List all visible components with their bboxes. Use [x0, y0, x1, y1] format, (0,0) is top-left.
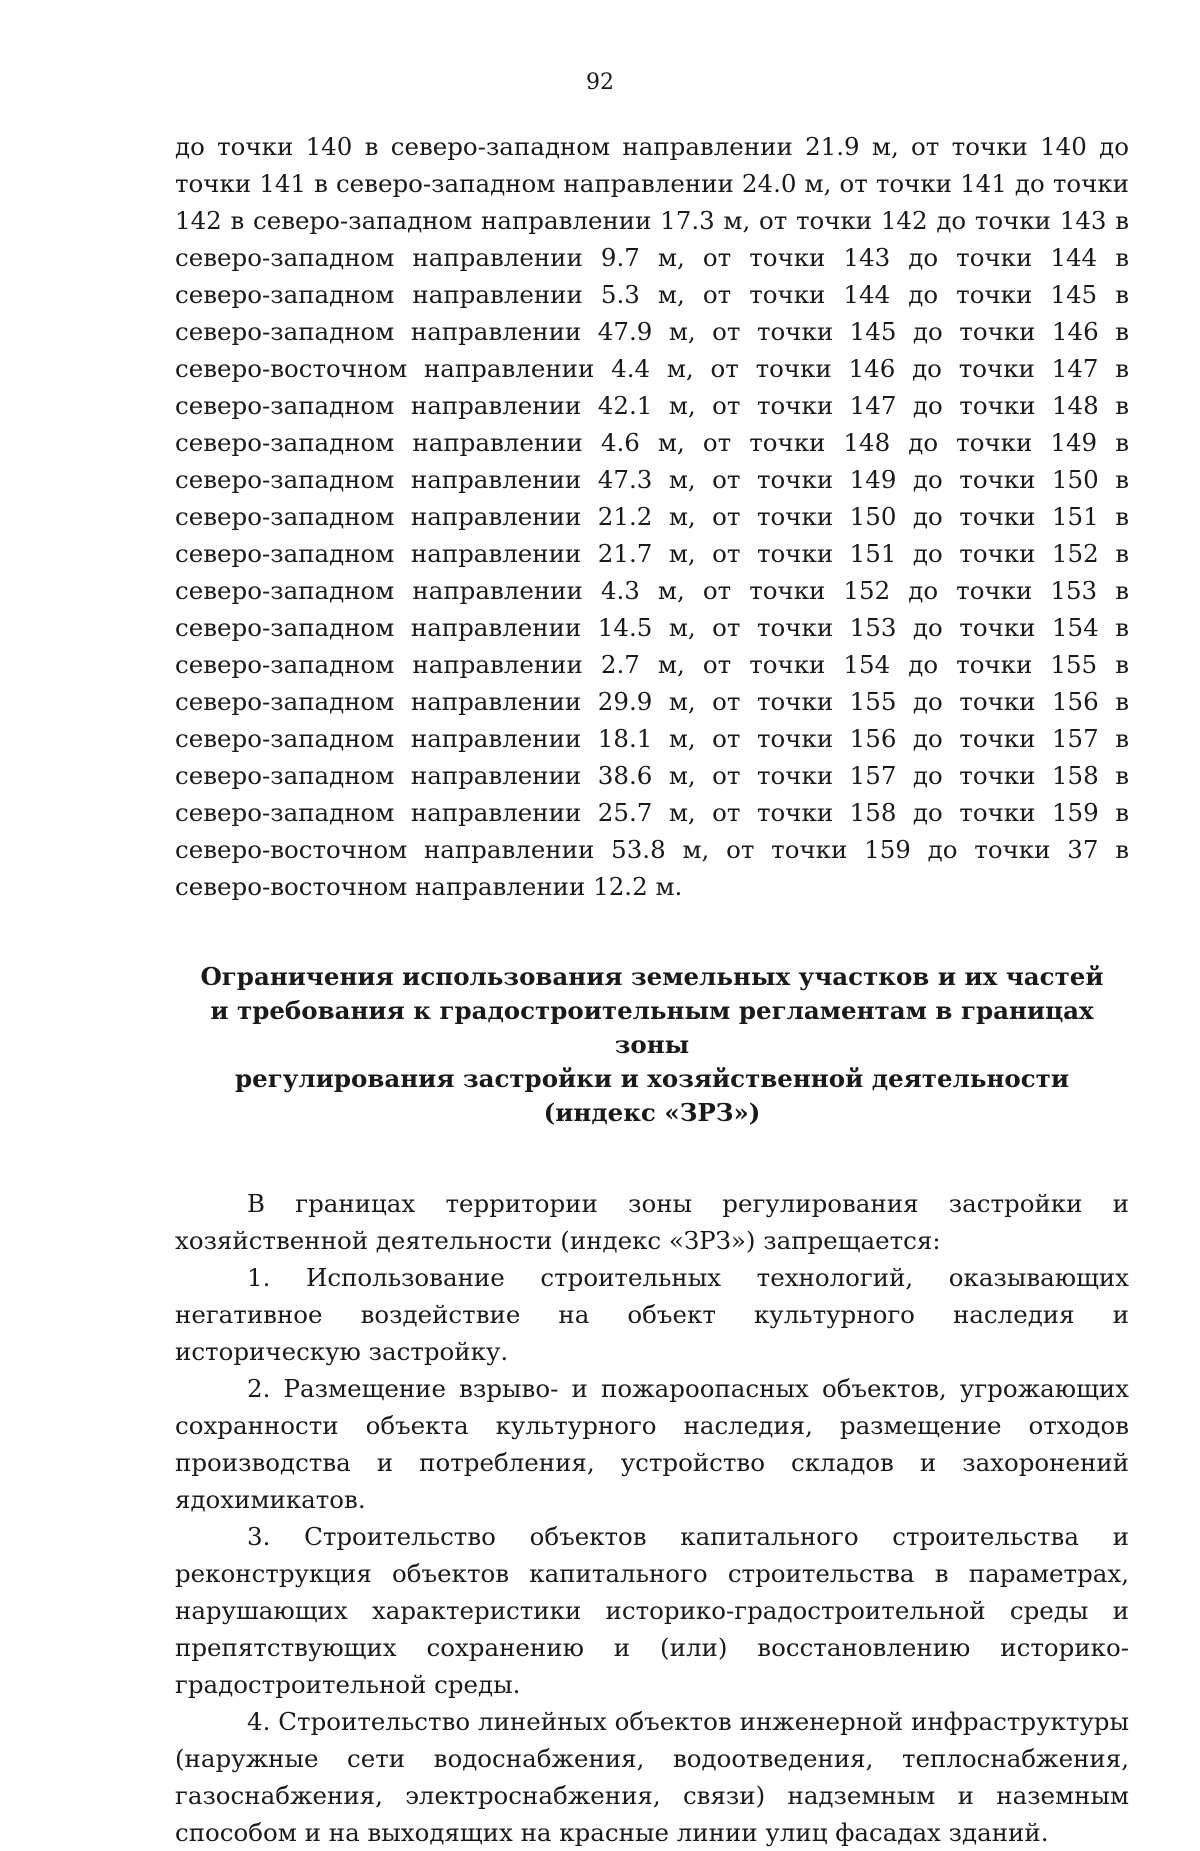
- list-item-4: 4. Строительство линейных объектов инженерной инфраструктуры (наружные сети водоснабжения, водоотведения, теплоснабжения, газоснабжения, электроснабжения, связи) надземным и наземным способом и на выходящих на красные линии улиц фасадах зданий.: [175, 1707, 1129, 1847]
- section-heading: [175, 960, 1129, 1130]
- heading-line: Ограничения использования земельных участков и их частей: [200, 962, 1104, 991]
- heading-line: (индекс «ЗРЗ»): [543, 1098, 761, 1127]
- page-number: 92: [586, 70, 614, 95]
- list-item-1: 1. Использование строительных технологий, оказывающих негативное воздействие на объект культурного наследия и историческую застройку.: [175, 1263, 1129, 1366]
- list-item-2: 2. Размещение взрыво- и пожароопасных объектов, угрожающих сохранности объекта культурного наследия, размещение отходов производства и потребления, устройство складов и захоронений ядохимикатов.: [175, 1374, 1129, 1514]
- list-item-3: 3. Строительство объектов капитального строительства и реконструкция объектов капитального строительства в параметрах, нарушающих характеристики историко-градостроительной среды и препятствующих сохранению и (или) восстановлению историко-градостроительной среды.: [175, 1522, 1129, 1699]
- intro-paragraph: В границах территории зоны регулирования застройки и хозяйственной деятельности (индекс «ЗРЗ») запрещается:: [175, 1189, 1129, 1255]
- coordinates-paragraph: до точки 140 в северо-западном направлении 21.9 м, от точки 140 до точки 141 в северо-западном направлении 24.0 м, от точки 141 до точки 142 в северо-западном направлении 17.3 м, от точки 142 до точки 143 в северо-западном направлении 9.7 м, от точки 143 до точки 144 в северо-западном направлении 5.3 м, от точки 144 до точки 145 в северо-западном направлении 47.9 м, от точки 145 до точки 146 в северо-восточном направлении 4.4 м, от точки 146 до точки 147 в северо-западном направлении 42.1 м, от точки 147 до точки 148 в северо-западном направлении 4.6 м, от точки 148 до точки 149 в северо-западном направлении 47.3 м, от точки 149 до точки 150 в северо-западном направлении 21.2 м, от точки 150 до точки 151 в северо-западном направлении 21.7 м, от точки 151 до точки 152 в северо-западном направлении 4.3 м, от точки 152 до точки 153 в северо-западном направлении 14.5 м, от точки 153 до точки 154 в северо-западном направлении 2.7 м, от точки 154 до точки 155 в северо-западном направлении 29.9 м, от точки 155 до точки 156 в северо-западном направлении 18.1 м, от точки 156 до точки 157 в северо-западном направлении 38.6 м, от точки 157 до точки 158 в северо-западном направлении 25.7 м, от точки 158 до точки 159 в северо-восточном направлении 53.8 м, от точки 159 до точки 37 в северо-восточном направлении 12.2 м.: [175, 132, 1129, 901]
- heading-line: и требования к градостроительным регламентам в границах зоны: [210, 996, 1094, 1059]
- heading-line: регулирования застройки и хозяйственной деятельности: [234, 1064, 1070, 1093]
- document-body: [175, 128, 1129, 1851]
